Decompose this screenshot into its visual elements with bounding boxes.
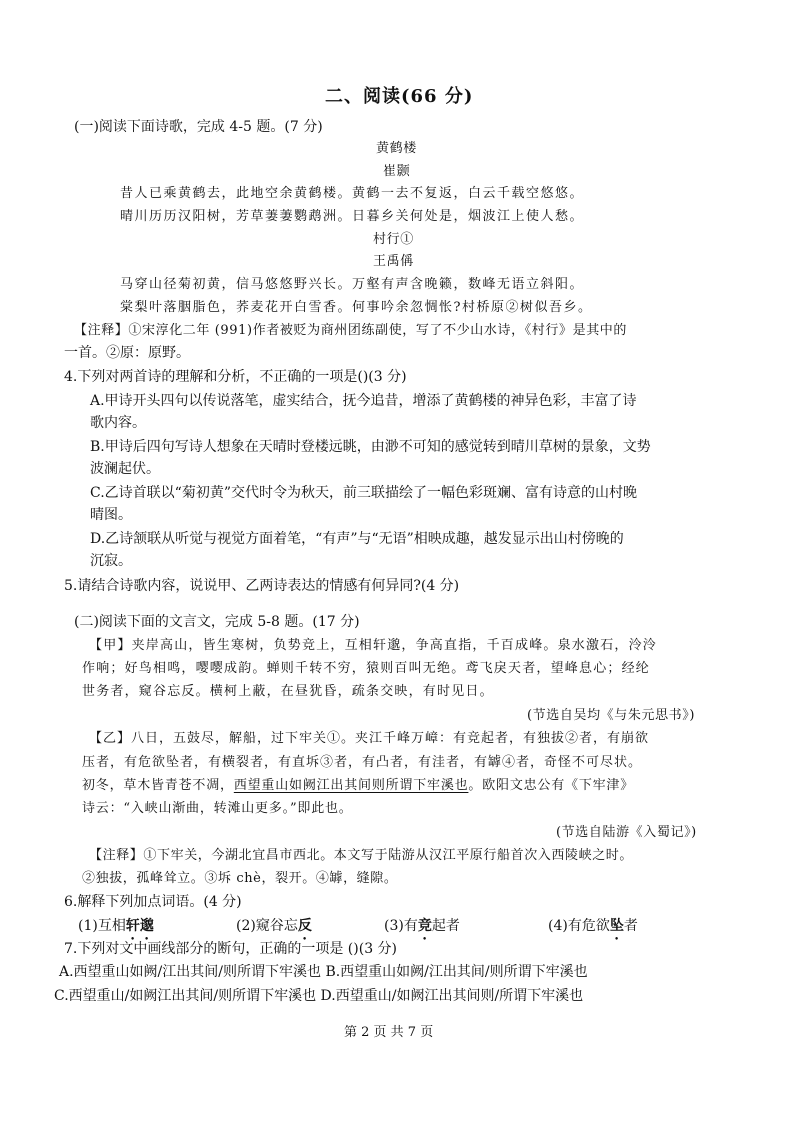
prose-note-line2: ②独拔，孤峰耸立。③坼 chè，裂开。④罅，缝隙。 <box>82 871 398 886</box>
q6-item3: (3)有竞起者 <box>384 918 460 934</box>
section-title: 二、阅读(66 分) <box>325 86 474 107</box>
underlined-sentence: 西望重山如阙江出其间则所谓下牢溪也 <box>233 778 469 793</box>
q7-stem: 7.下列对文中画线部分的断句，正确的一项是 ()(3 分) <box>64 941 398 957</box>
q7-options-line2: C.西望重山/如阙江出其间/则所谓下牢溪也 D.西望重山/如阙江出其间则/所谓下牢溪也 <box>54 988 584 1004</box>
q6-item2-dotted: 反 <box>297 918 312 934</box>
q4-option-b-line1: B.甲诗后四句写诗人想象在天晴时登楼远眺，由渺不可知的感觉转到晴川草树的景象，文势 <box>90 439 651 455</box>
yi-line3-before: 初冬，草木皆青苍不凋， <box>82 778 234 793</box>
q4-option-c-line1: C.乙诗首联以“菊初黄”交代时令为秋天，前三联描绘了一幅色彩斑斓、富有诗意的山村晚 <box>90 485 637 501</box>
q7-options-line1: A.西望重山如阙/江出其间/则所谓下牢溪也 B.西望重山如阙/江出其间/则所谓下牢溪也 <box>59 964 588 980</box>
q5-stem: 5.请结合诗歌内容，说说甲、乙两诗表达的情感有何异同?(4 分) <box>64 578 460 594</box>
poem2-line1: 马穿山径菊初黄，信马悠悠野兴长。万壑有声含晚籁，数峰无语立斜阳。 <box>120 277 585 292</box>
yi-line4: 诗云：“入峡山渐曲，转滩山更多。”即此也。 <box>82 801 353 816</box>
poem2-line2: 棠梨叶落胭脂色，荞麦花开白雪香。何事吟余忽惆怅?村桥原②树似吾乡。 <box>120 300 593 315</box>
yi-line3 <box>82 777 634 795</box>
yi-line3-after: 。欧阳文忠公有《下牢津》 <box>468 778 635 793</box>
part2-heading: (二)阅读下面的文言文，完成 5-8 题。(17 分) <box>74 614 360 630</box>
yi-line2: 压者，有危欲坠者，有横裂者，有直坼③者，有凸者，有洼者，有罅④者，奇怪不可尽状。 <box>82 755 643 770</box>
q6-item1-dotted: 轩邈 <box>125 918 154 934</box>
poem1-line1: 昔人已乘黄鹤去，此地空余黄鹤楼。黄鹤一去不复返，白云千载空悠悠。 <box>120 186 585 201</box>
yi-line1: 【乙】八日，五鼓尽，解船，过下牢关①。夹江千峰万嶂：有竞起者，有独拔②者，有崩欲 <box>89 731 650 746</box>
q4-option-d-line2: 沉寂。 <box>90 553 132 569</box>
poem-note-line1: 【注释】①宋淳化二年 (991)作者被贬为商州团练副使，写了不少山水诗，《村行》是其中的 <box>74 323 627 338</box>
q4-option-b-line2: 波澜起伏。 <box>90 461 160 477</box>
q6-item3-dotted: 竞 <box>417 918 432 934</box>
jia-source: (节选自吴均《与朱元思书》) <box>527 708 696 723</box>
yi-source: (节选自陆游《入蜀记》) <box>556 825 697 840</box>
jia-line2: 作响；好鸟相鸣，嘤嘤成韵。蝉则千转不穷，猿则百叫无绝。鸢飞戾天者，望峰息心；经纶 <box>82 661 651 676</box>
q4-option-c-line2: 晴图。 <box>90 507 132 523</box>
prose-note-line1: 【注释】①下牢关，今湖北宜昌市西北。本文写于陆游从汉江平原行船首次入西陵峡之时。 <box>89 848 634 863</box>
jia-line1: 【甲】夹岸高山，皆生寒树，负势竞上，互相轩邈，争高直指，千百成峰。泉水激石，泠泠 <box>89 638 658 653</box>
q6-item1: (1)互相轩邈 <box>78 918 154 934</box>
poem1-title: 黄鹤楼 <box>376 141 417 156</box>
q4-option-a-line1: A.甲诗开头四句以传说落笔，虚实结合，抚今追昔，增添了黄鹤楼的神异色彩，丰富了诗 <box>90 393 637 409</box>
poem1-author: 崔颢 <box>383 164 411 179</box>
q4-option-a-line2: 歌内容。 <box>90 415 146 431</box>
part1-heading: (一)阅读下面诗歌，完成 4-5 题。(7 分) <box>74 119 323 135</box>
poem2-author: 王禹偁 <box>373 254 414 269</box>
q6-item2: (2)窥谷忘反 <box>236 918 312 934</box>
q6-item4-dotted: 坠 <box>609 918 624 934</box>
q4-stem: 4.下列对两首诗的理解和分析，不正确的一项是()(3 分) <box>64 369 407 385</box>
poem2-title: 村行① <box>373 232 414 247</box>
poem-note-line2: 一首。②原：原野。 <box>64 345 190 361</box>
page-footer: 第 2 页 共 7 页 <box>344 1025 434 1040</box>
q6-item4: (4)有危欲坠者 <box>548 918 638 934</box>
q4-option-d-line1: D.乙诗颔联从听觉与视觉方面着笔，“有声”与“无语”相映成趣，越发显示出山村傍晚的 <box>90 531 624 547</box>
jia-line3: 世务者，窥谷忘反。横柯上蔽，在昼犹昏，疏条交映，有时见日。 <box>82 684 494 699</box>
poem1-line2: 晴川历历汉阳树，芳草萋萋鹦鹉洲。日暮乡关何处是，烟波江上使人愁。 <box>120 209 585 224</box>
q6-stem: 6.解释下列加点词语。(4 分) <box>64 894 242 910</box>
